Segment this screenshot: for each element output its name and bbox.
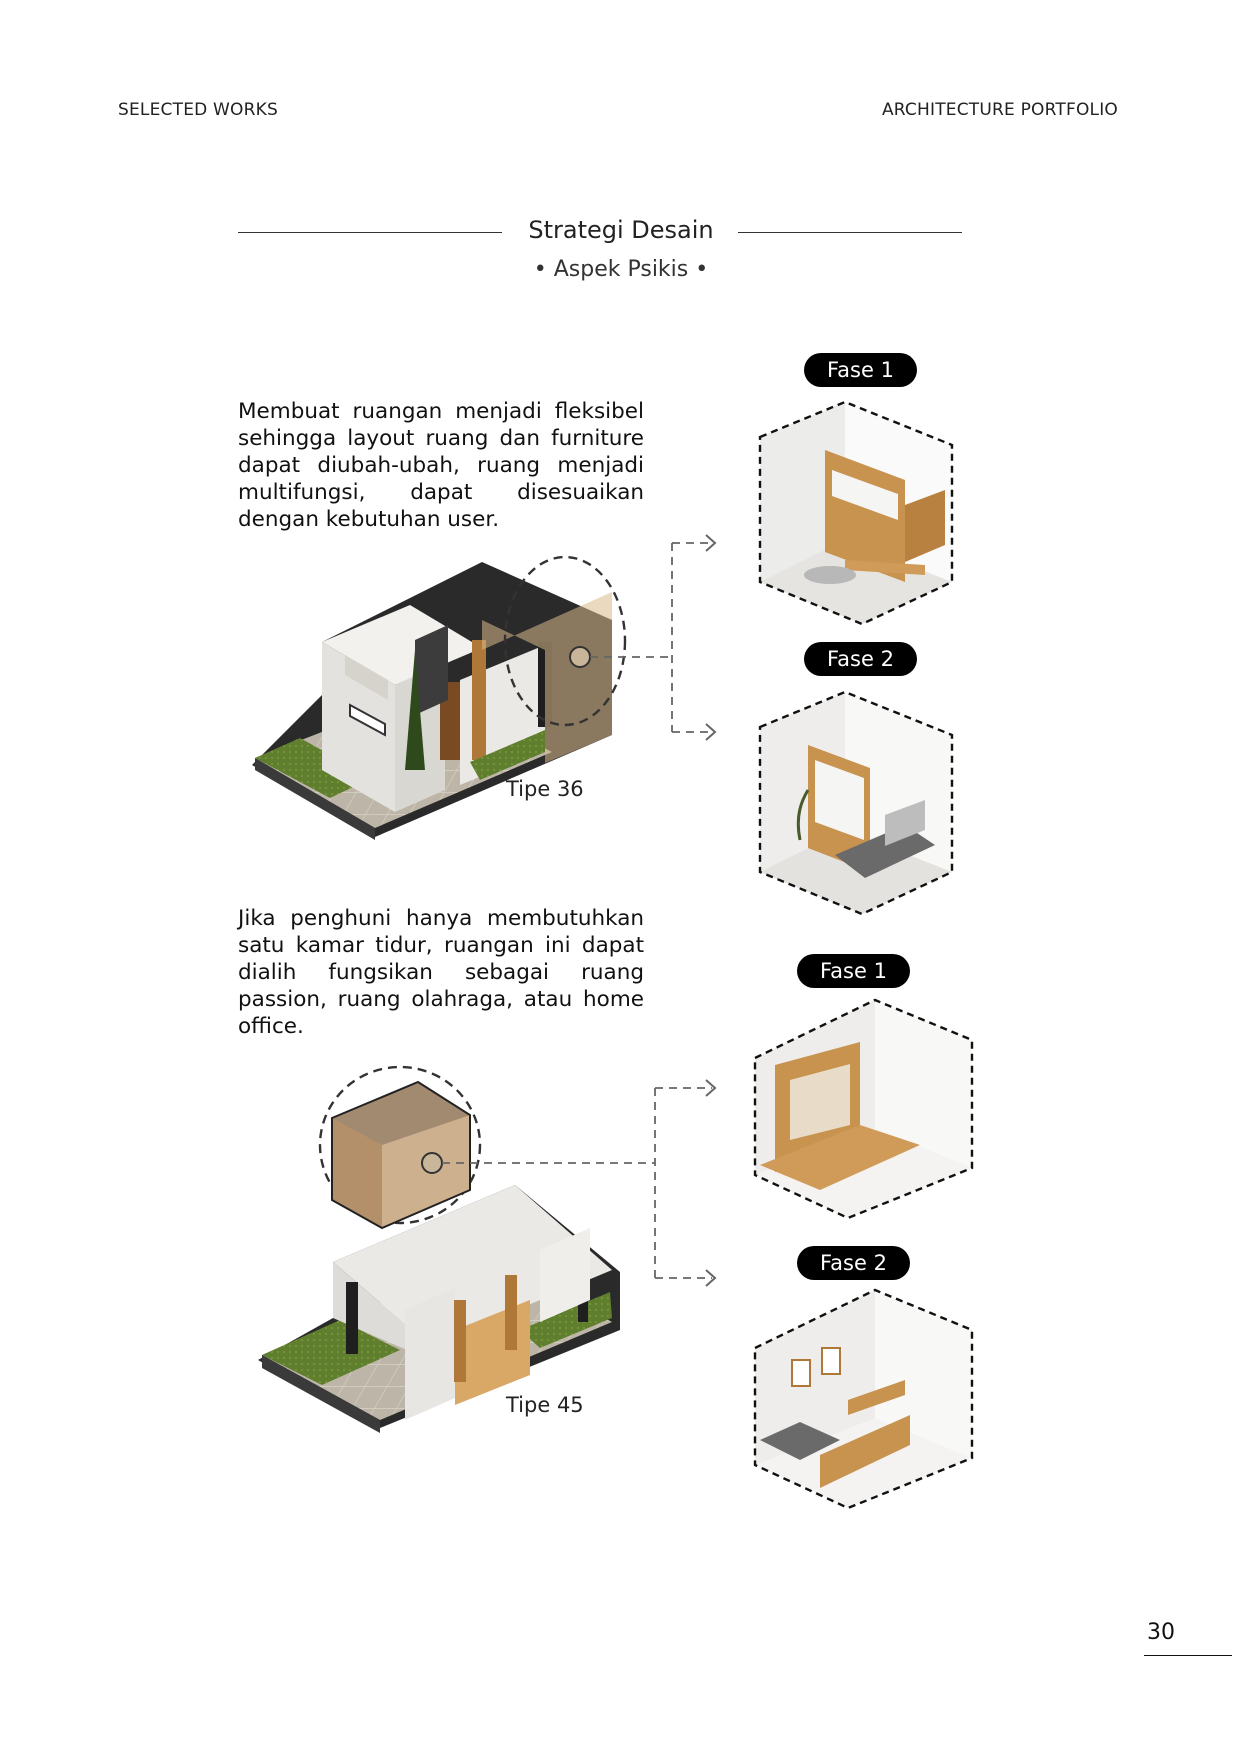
section-title: Strategi Desain [528, 216, 714, 244]
page-number: 30 [1147, 1620, 1175, 1645]
room-b2-fase2 [755, 1290, 972, 1508]
block1-description: Membuat ruangan menjadi fleksibel sehingga layout ruang dan furniture dapat diubah-ubah, ruang menjadi multifungsi, dapat disesuaikan dengan kebutuhan user. [238, 399, 644, 532]
section-subtitle: • Aspek Psikis • [533, 257, 709, 282]
b1-phase2-badge: Fase 2 [804, 642, 917, 676]
arrow-right-icon [706, 1270, 715, 1286]
arrow-right-icon [706, 1080, 715, 1096]
page-number-rule [1144, 1655, 1232, 1656]
room-b1-fase1 [760, 402, 952, 624]
block2-description: Jika penghuni hanya membutuhkan satu kamar tidur, ruangan ini dapat dialih fungsikan sebagai ruang passion, ruang olahraga, atau home office. [238, 906, 644, 1039]
b2-phase1-badge: Fase 1 [797, 954, 910, 988]
caption-tipe-45: Tipe 45 [506, 1393, 584, 1417]
b2-phase2-badge: Fase 2 [797, 1246, 910, 1280]
caption-tipe-36: Tipe 36 [506, 777, 584, 801]
header-left: SELECTED WORKS [118, 100, 278, 120]
room-b1-fase2 [760, 692, 952, 914]
header-right: ARCHITECTURE PORTFOLIO [881, 100, 1118, 120]
b1-phase1-badge: Fase 1 [804, 353, 917, 387]
